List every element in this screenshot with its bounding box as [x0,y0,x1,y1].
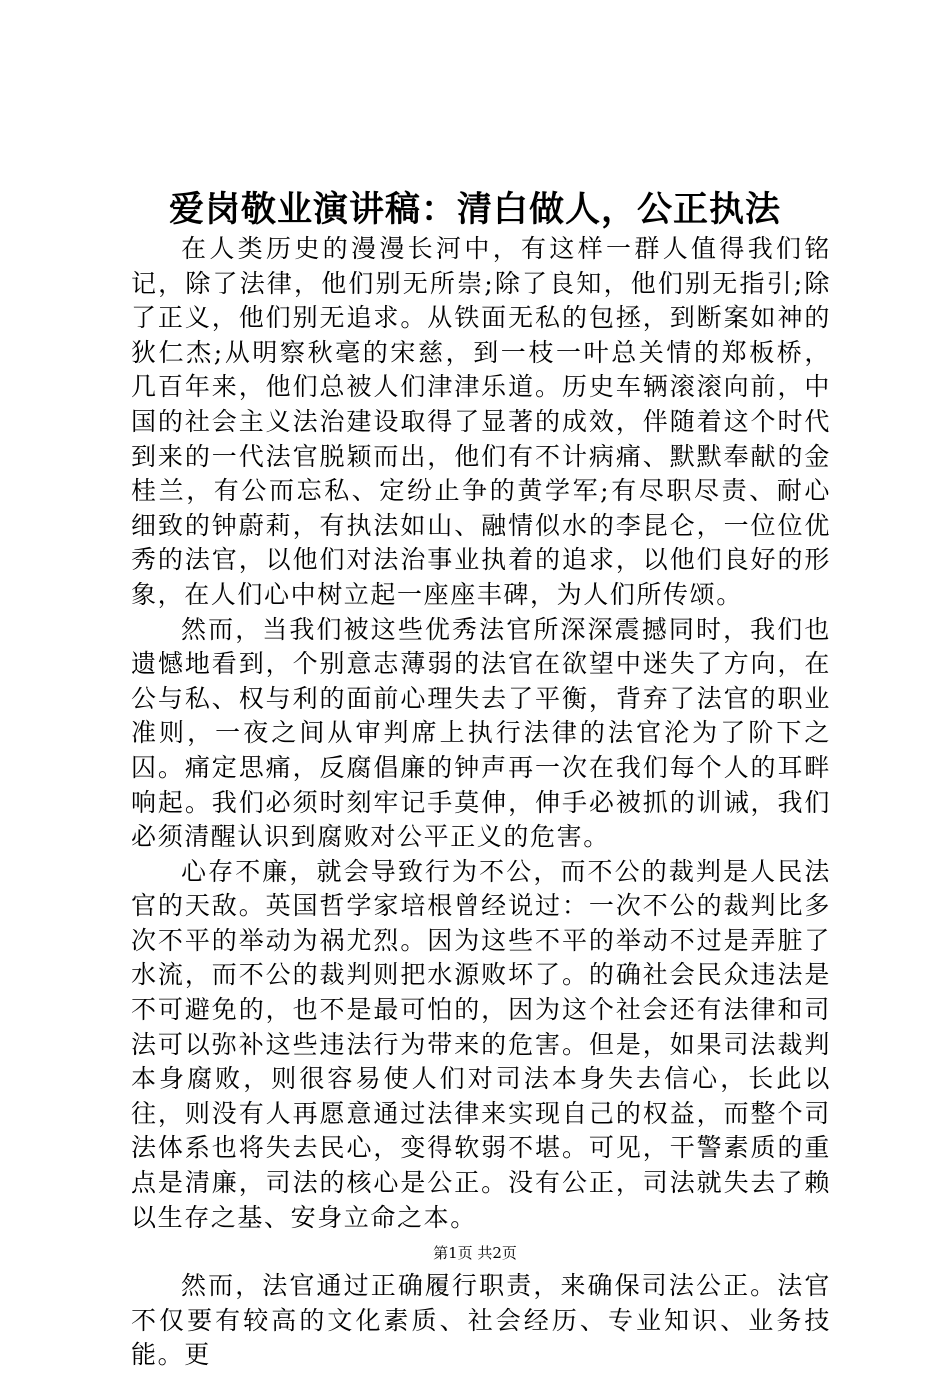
paragraph: 然而，法官通过正确履行职责，来确保司法公正。法官不仅要有较高的文化素质、社会经历、专业知识、业务技能。更 [131,1271,831,1370]
paragraph: 在人类历史的漫漫长河中，有这样一群人值得我们铭记，除了法律，他们别无所崇;除了良知，他们别无指引;除了正义，他们别无追求。从铁面无私的包拯，到断案如神的狄仁杰;从明察秋毫的宋慈，到一枝一叶总关情的郑板桥，几百年来，他们总被人们津津乐道。历史车辆滚滚向前，中国的社会主义法治建设取得了显著的成效，伴随着这个时代到来的一代法官脱颖而出，他们有不计病痛、默默奉献的金桂兰，有公而忘私、定纷止争的黄学军;有尽职尽责、耐心细致的钟蔚莉，有执法如山、融情似水的李昆仑，一位位优秀的法官，以他们对法治事业执着的追求，以他们良好的形象，在人们心中树立起一座座丰碑，为人们所传颂。 [131,234,831,609]
page-number-footer: 第1页 共2页 [433,1244,517,1262]
document-title: 爱岗敬业演讲稿：清白做人，公正执法 [168,189,781,230]
document-body [131,232,831,1373]
paragraph: 然而，当我们被这些优秀法官所深深震撼同时，我们也遗憾地看到，个别意志薄弱的法官在欲望中迷失了方向，在公与私、权与利的面前心理失去了平衡，背弃了法官的职业准则，一夜之间从审判席上执行法律的法官沦为了阶下之囚。痛定思痛，反腐倡廉的钟声再一次在我们每个人的耳畔响起。我们必须时刻牢记手莫伸，伸手必被抓的训诫，我们必须清醒认识到腐败对公平正义的危害。 [131,614,831,852]
paragraph: 心存不廉，就会导致行为不公，而不公的裁判是人民法官的天敌。英国哲学家培根曾经说过：一次不公的裁判比多次不平的举动为祸尤烈。因为这些不平的举动不过是弄脏了水流，而不公的裁判则把水源败坏了。的确社会民众违法是不可避免的，也不是最可怕的，因为这个社会还有法律和司法可以弥补这些违法行为带来的危害。但是，如果司法裁判本身腐败，则很容易使人们对司法本身失去信心，长此以往，则没有人再愿意通过法律来实现自己的权益，而整个司法体系也将失去民心，变得软弱不堪。可见，干警素质的重点是清廉，司法的核心是公正。没有公正，司法就失去了赖以生存之基、安身立命之本。 [131,856,831,1232]
